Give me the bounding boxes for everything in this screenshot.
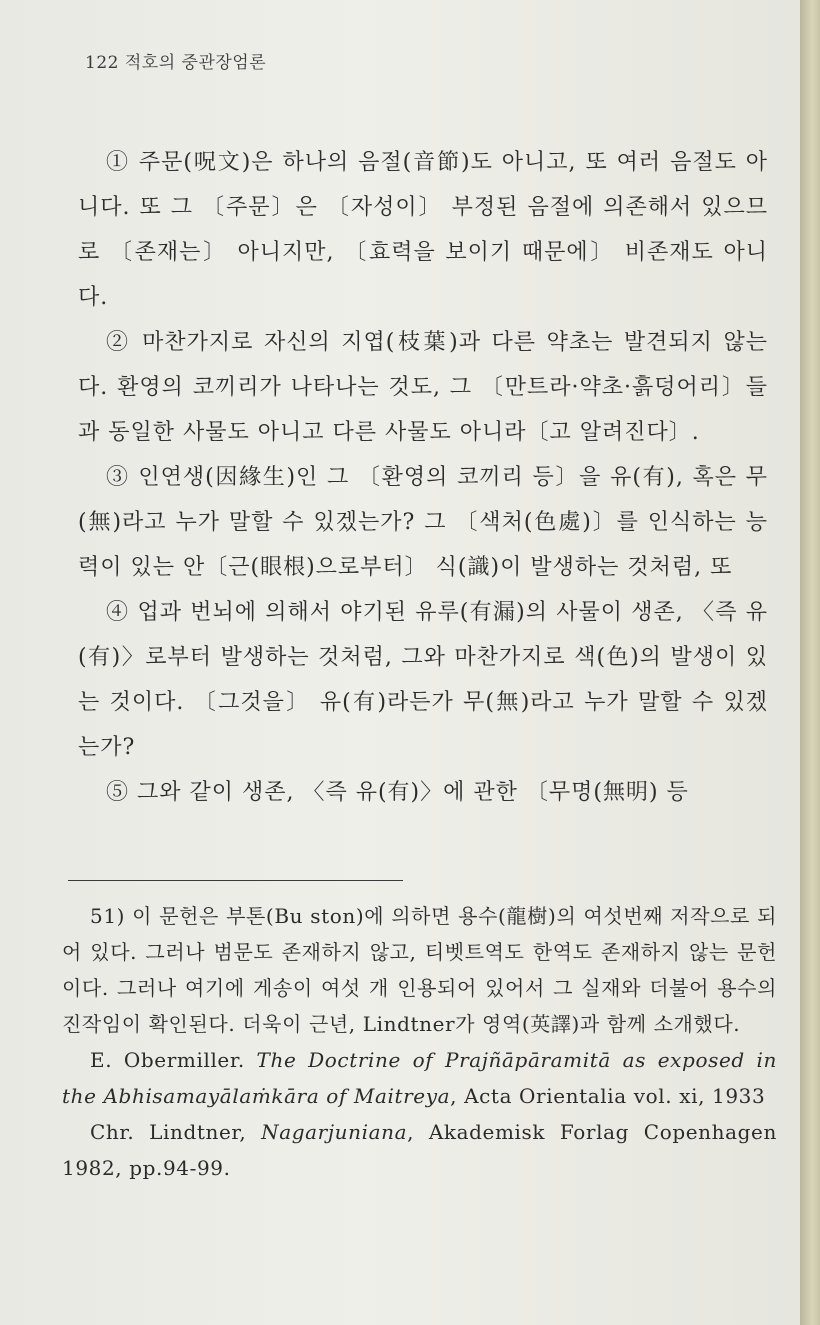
page-number: 122	[85, 53, 119, 73]
footnotes	[62, 898, 777, 1186]
ref-title: Nagarjuniana	[261, 1120, 408, 1144]
ref-details: , Acta Orientalia vol. xi, 1933	[450, 1084, 766, 1108]
ref-author: E. Obermiller.	[90, 1048, 257, 1072]
running-title: 적호의 중관장엄론	[124, 53, 267, 73]
ref-details: , Akademisk Forlag Copenhagen 1982, pp.94-99.	[62, 1120, 777, 1180]
paragraph-1: ① 주문(呪文)은 하나의 음절(音節)도 아니고, 또 여러 음절도 아니다. 또 그 〔주문〕은 〔자성이〕 부정된 음절에 의존해서 있으므로 〔존재는〕 아니지만, 〔효력을 보이기 때문에〕 비존재도 아니다.	[78, 150, 768, 310]
running-header	[85, 48, 266, 73]
footnote-separator	[68, 880, 403, 881]
paragraph-3: ③ 인연생(因緣生)인 그 〔환영의 코끼리 등〕을 유(有), 혹은 무(無)라고 누가 말할 수 있겠는가? 그 〔색처(色處)〕를 인식하는 능력이 있는 안〔근(眼根)으로부터〕 식(識)이 발생하는 것처럼, 또	[78, 465, 768, 580]
ref-title: The Doctrine of Prajñāpāramitā as exposed in the Abhisamayālaṁkāra of Maitreya	[62, 1048, 777, 1108]
reference-lindtner	[62, 1114, 777, 1186]
book-binding-edge	[800, 0, 820, 1325]
main-text	[78, 140, 768, 815]
paragraph-5: ⑤ 그와 같이 생존, 〈즉 유(有)〉에 관한 〔무명(無明) 등	[106, 780, 689, 805]
paragraph-4: ④ 업과 번뇌에 의해서 야기된 유루(有漏)의 사물이 생존, 〈즉 유(有)〉로부터 발생하는 것처럼, 그와 마찬가지로 색(色)의 발생이 있는 것이다. 〔그것을〕 유(有)라든가 무(無)라고 누가 말할 수 있겠는가?	[78, 600, 768, 760]
ref-author: Chr. Lindtner,	[90, 1120, 262, 1144]
reference-obermiller	[62, 1042, 777, 1114]
paragraph-2: ② 마찬가지로 자신의 지엽(枝葉)과 다른 약초는 발견되지 않는다. 환영의 코끼리가 나타나는 것도, 그 〔만트라·약초·흙덩어리〕들과 동일한 사물도 아니고 다른 사물도 아니라〔고 알려진다〕.	[78, 330, 768, 445]
footnote-51: 51) 이 문헌은 부톤(Bu ston)에 의하면 용수(龍樹)의 여섯번째 저작으로 되어 있다. 그러나 범문도 존재하지 않고, 티벳트역도 한역도 존재하지 않는 문헌이다. 그러나 여기에 게송이 여섯 개 인용되어 있어서 그 실재와 더불어 용수의 진작임이 확인된다. 더욱이 근년, Lindtner가 영역(英譯)과 함께 소개했다.	[62, 904, 777, 1036]
